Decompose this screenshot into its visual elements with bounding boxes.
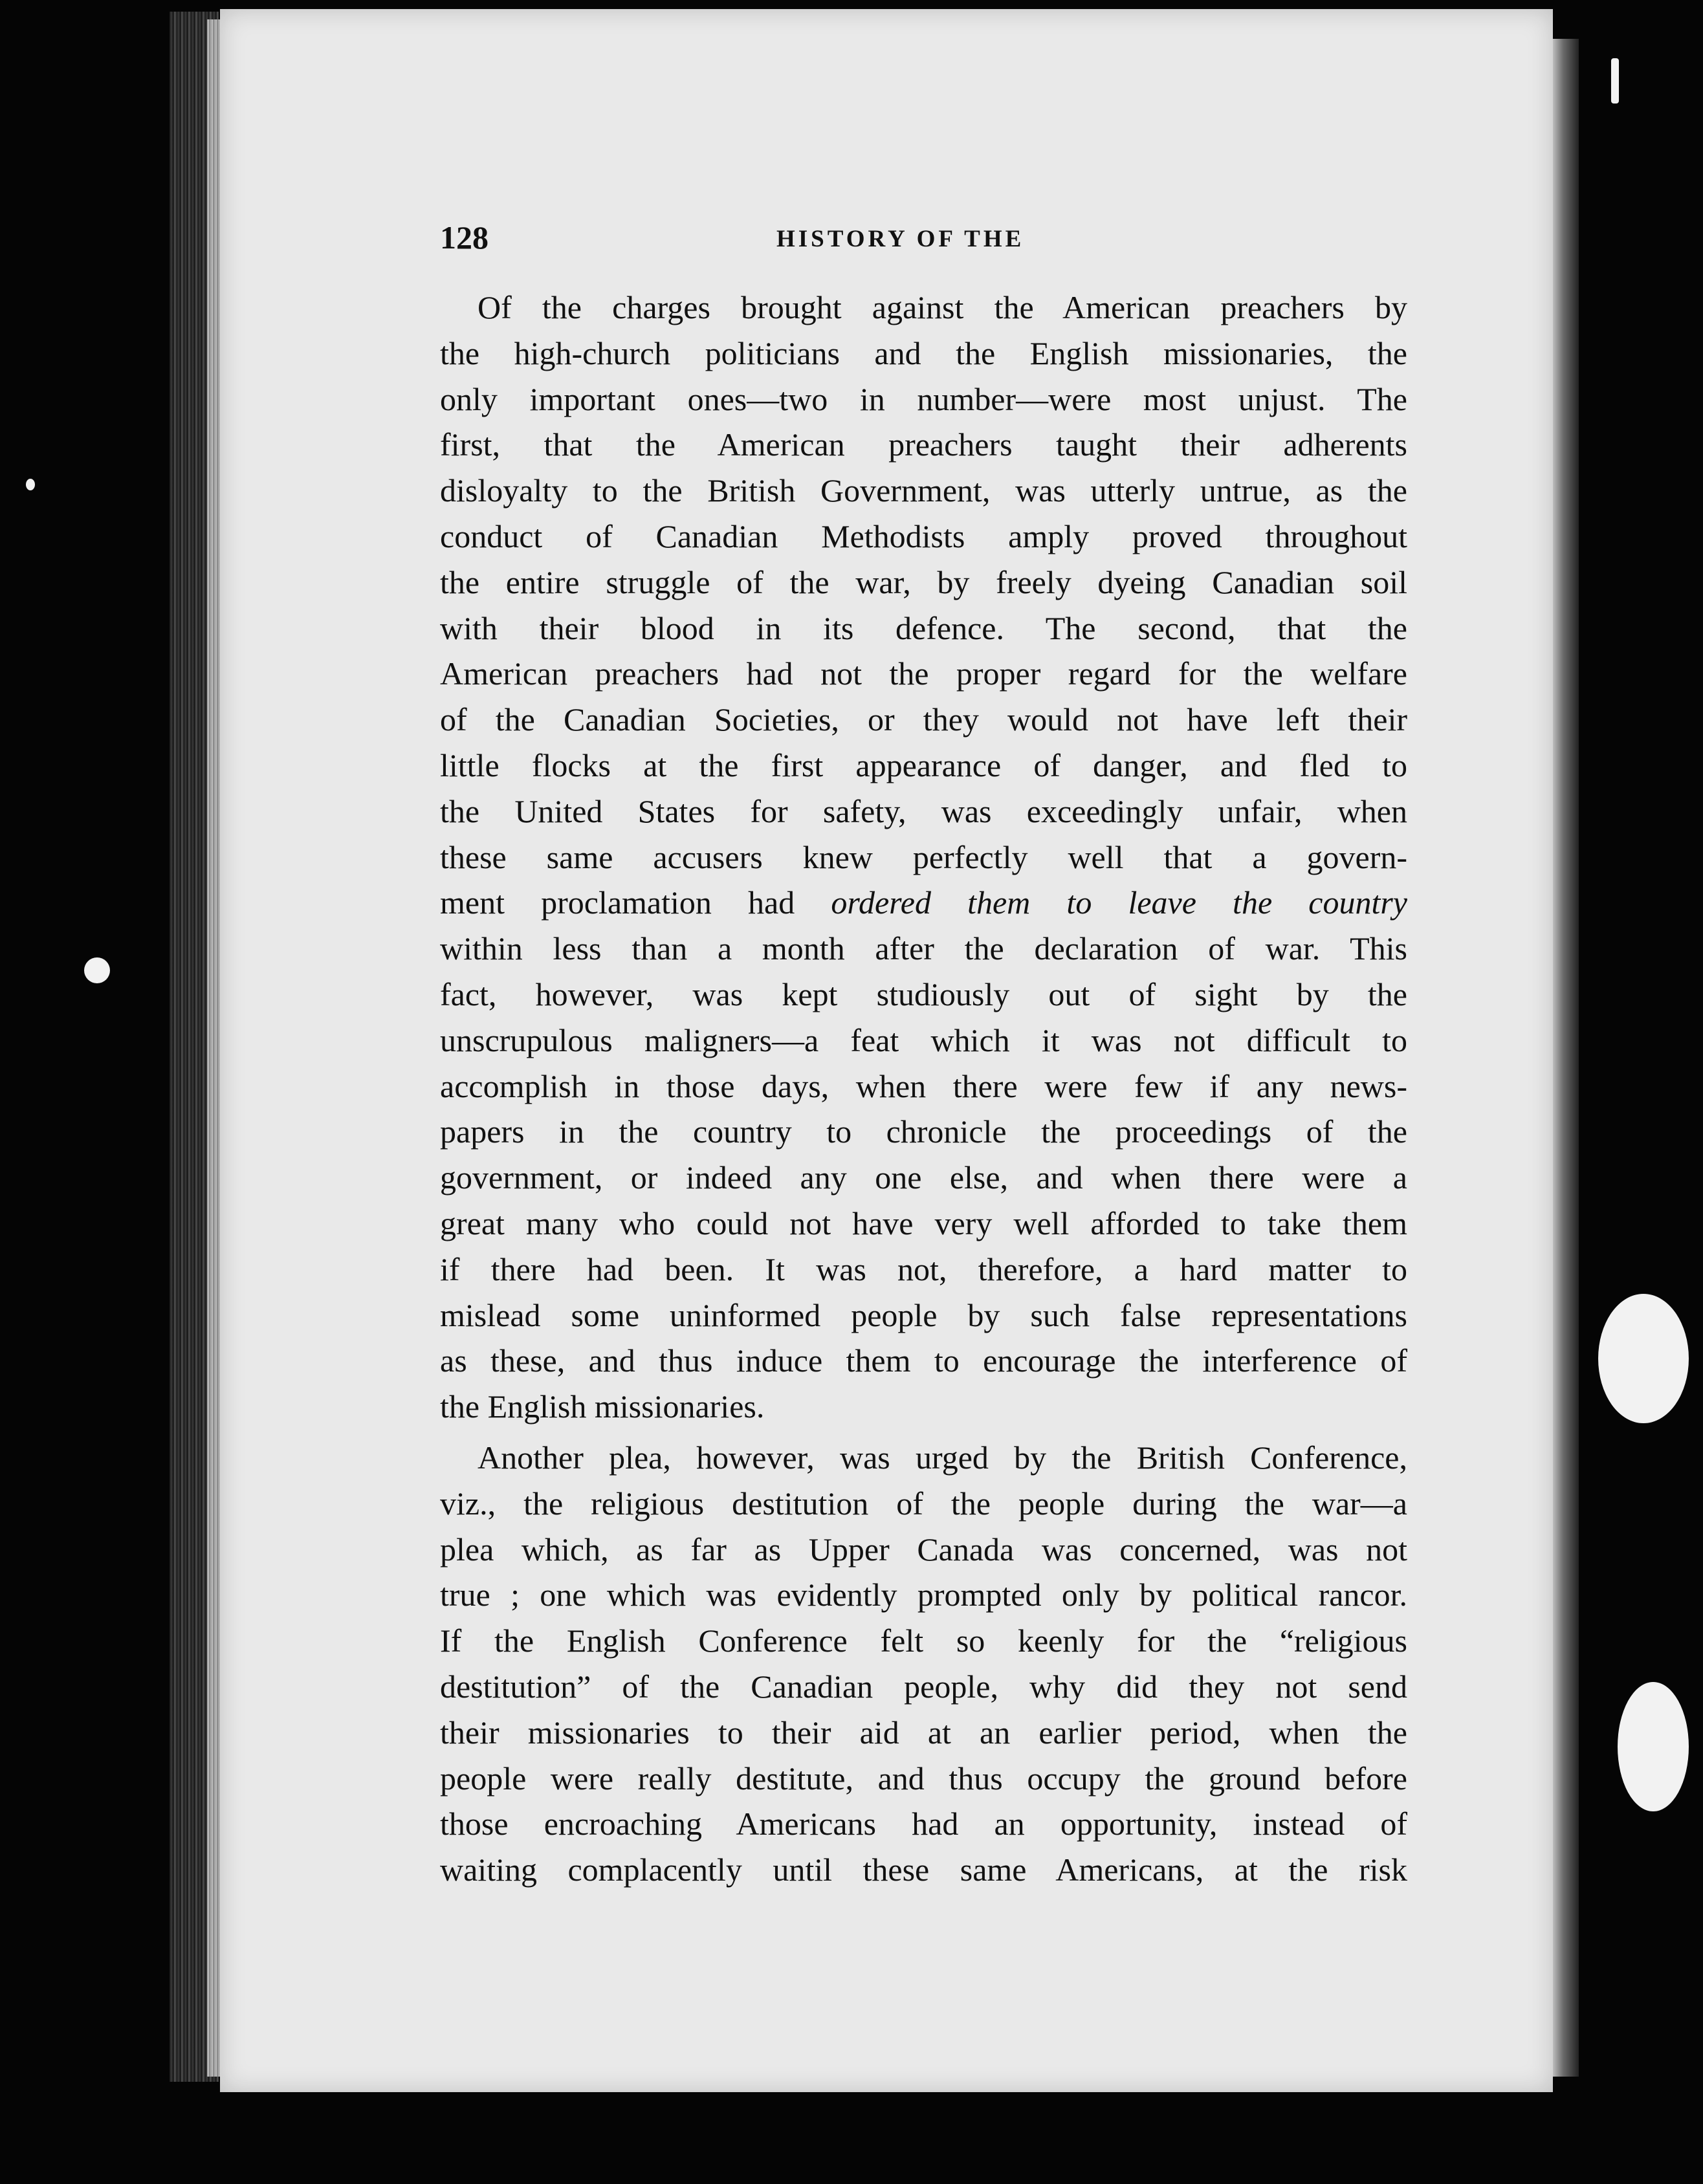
- text-line: the high-church politicians and the English missionaries, the: [440, 334, 1407, 371]
- text-line: mislead some uninformed people by such false representations: [440, 1296, 1407, 1333]
- scan-speck: [26, 479, 35, 490]
- gutter-shadow: [1553, 39, 1579, 2077]
- text-line: their missionaries to their aid at an earlier period, when the: [440, 1714, 1407, 1751]
- text-line: those encroaching Americans had an opportunity, instead of: [440, 1806, 1407, 1842]
- text-line: if there had been. It was not, therefore, a hard matter to: [440, 1250, 1407, 1287]
- text-line: with their blood in its defence. The second, that the: [440, 609, 1407, 646]
- text-line: conduct of Canadian Methodists amply proved throughout: [440, 518, 1407, 554]
- page-header: [440, 219, 1449, 257]
- text-line: first, that the American preachers taught their adherents: [440, 426, 1407, 463]
- text-line: plea which, as far as Upper Canada was concerned, was not: [440, 1531, 1407, 1567]
- text-line-with-italic: [440, 880, 1407, 926]
- text-line: great many who could not have very well afforded to take them: [440, 1205, 1407, 1241]
- text-line: unscrupulous maligners—a feat which it was not difficult to: [440, 1021, 1407, 1058]
- text-line: disloyalty to the British Government, was utterly untrue, as the: [440, 472, 1407, 509]
- text-line: waiting complacently until these same Americans, at the risk: [440, 1851, 1407, 1888]
- text-line: little flocks at the first appearance of danger, and fled to: [440, 747, 1407, 783]
- text-line: accomplish in those days, when there were few if any news-: [440, 1067, 1407, 1104]
- body-text: [440, 285, 1407, 1893]
- text-line: only important ones—two in number—were most unjust. The: [440, 380, 1407, 417]
- text-line: Of the charges brought against the American preachers by: [478, 289, 1407, 325]
- text-fragment: ment proclamation had: [440, 884, 831, 921]
- scan-speck: [1598, 1294, 1689, 1423]
- text-line: Another plea, however, was urged by the British Conference,: [478, 1439, 1407, 1476]
- scan-speck: [84, 957, 110, 983]
- text-line: American preachers had not the proper regard for the welfare: [440, 655, 1407, 692]
- text-line: true ; one which was evidently prompted only by political rancor.: [440, 1577, 1407, 1613]
- text-line: of the Canadian Societies, or they would not have left their: [440, 701, 1407, 738]
- paragraph-1: [440, 285, 1407, 1430]
- running-head: HISTORY OF THE: [776, 226, 1025, 252]
- page-number: 128: [440, 219, 489, 256]
- text-line: people were really destitute, and thus occupy the ground before: [440, 1760, 1407, 1796]
- text-line: destitution” of the Canadian people, why did they not send: [440, 1668, 1407, 1705]
- text-line: viz., the religious destitution of the people during the war—a: [440, 1485, 1407, 1522]
- text-line: fact, however, was kept studiously out of sight by the: [440, 976, 1407, 1012]
- text-line: the United States for safety, was exceedingly unfair, when: [440, 792, 1407, 829]
- italic-phrase: ordered them to leave the country: [831, 884, 1407, 921]
- text-line: as these, and thus induce them to encourage the interference of: [440, 1342, 1407, 1379]
- text-line: If the English Conference felt so keenly for the “religious: [440, 1622, 1407, 1659]
- text-line: papers in the country to chronicle the proceedings of the: [440, 1113, 1407, 1150]
- text-line: the English missionaries.: [440, 1388, 765, 1425]
- scan-speck: [1618, 1682, 1689, 1811]
- text-line: government, or indeed any one else, and when there were a: [440, 1159, 1407, 1196]
- text-line: within less than a month after the declaration of war. This: [440, 930, 1407, 967]
- scan-speck: [1611, 58, 1619, 104]
- text-line: these same accusers knew perfectly well that a govern-: [440, 838, 1407, 875]
- text-line: the entire struggle of the war, by freely dyeing Canadian soil: [440, 563, 1407, 600]
- paragraph-2: [440, 1435, 1407, 1893]
